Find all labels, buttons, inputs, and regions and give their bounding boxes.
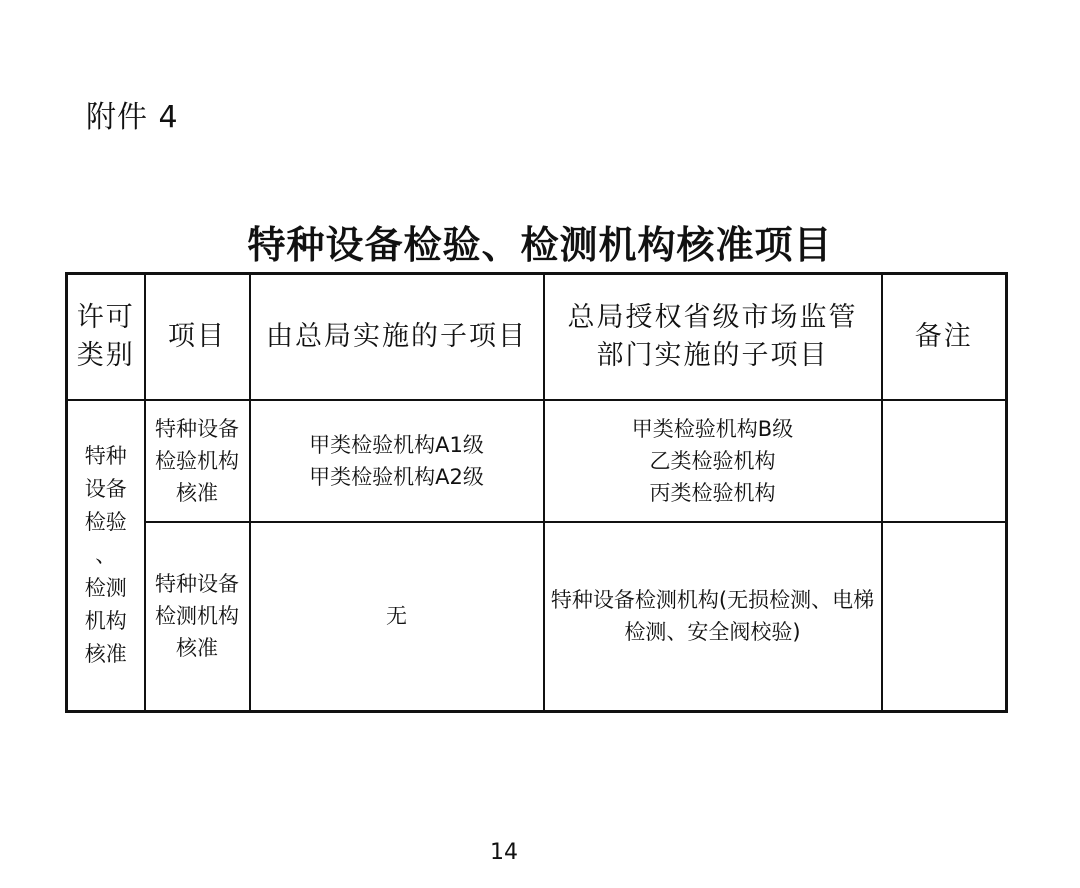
header-category [67, 274, 145, 400]
header-remarks: 备注 [882, 274, 1007, 400]
category-line: 机构 [84, 608, 127, 633]
hq-subitems-cell [250, 400, 544, 522]
provincial-subitems-cell [544, 522, 882, 712]
remarks-cell [882, 400, 1007, 522]
item-cell [145, 522, 250, 712]
table-header-row [67, 274, 1007, 400]
item-line: 特种设备 [155, 572, 239, 597]
provincial-subitem: 特种设备检测机构(无损检测、电梯检测、安全阀校验) [550, 588, 875, 645]
hq-subitem: 甲类检验机构A1级 [309, 432, 484, 457]
provincial-subitem: 丙类检验机构 [649, 480, 776, 505]
item-line: 核准 [176, 480, 218, 505]
item-line: 特种设备 [155, 416, 239, 441]
hq-subitems-cell [250, 522, 544, 712]
item-line: 检验机构 [155, 448, 239, 473]
header-hq-subitems: 由总局实施的子项目 [250, 274, 544, 400]
provincial-subitems-cell [544, 400, 882, 522]
attachment-label: 附件 4 [86, 100, 179, 135]
header-category-line: 许可 [76, 301, 135, 333]
header-provincial-line: 总局授权省级市场监管 [567, 301, 858, 333]
category-line: 、 [95, 542, 117, 567]
hq-subitem: 无 [386, 604, 407, 629]
provincial-subitem: 乙类检验机构 [649, 448, 776, 473]
document-title: 特种设备检验、检测机构核准项目 [247, 223, 833, 267]
header-category-line: 类别 [76, 339, 135, 371]
header-item: 项目 [145, 274, 250, 400]
hq-subitem: 甲类检验机构A2级 [309, 464, 484, 489]
approval-items-table [65, 272, 1008, 713]
page-number: 14 [490, 840, 518, 865]
table-row [67, 400, 1007, 522]
remarks-cell [882, 522, 1007, 712]
category-line: 核准 [84, 641, 127, 666]
category-line: 特种 [84, 443, 127, 468]
category-line: 设备 [84, 476, 127, 501]
category-cell [67, 400, 145, 712]
table-row [67, 522, 1007, 712]
header-provincial-line: 部门实施的子项目 [596, 339, 829, 371]
category-line: 检测 [84, 575, 127, 600]
item-line: 检测机构 [155, 604, 239, 629]
item-cell [145, 400, 250, 522]
item-line: 核准 [176, 636, 218, 661]
category-line: 检验 [84, 509, 127, 534]
header-provincial-subitems [544, 274, 882, 400]
provincial-subitem: 甲类检验机构B级 [631, 416, 794, 441]
